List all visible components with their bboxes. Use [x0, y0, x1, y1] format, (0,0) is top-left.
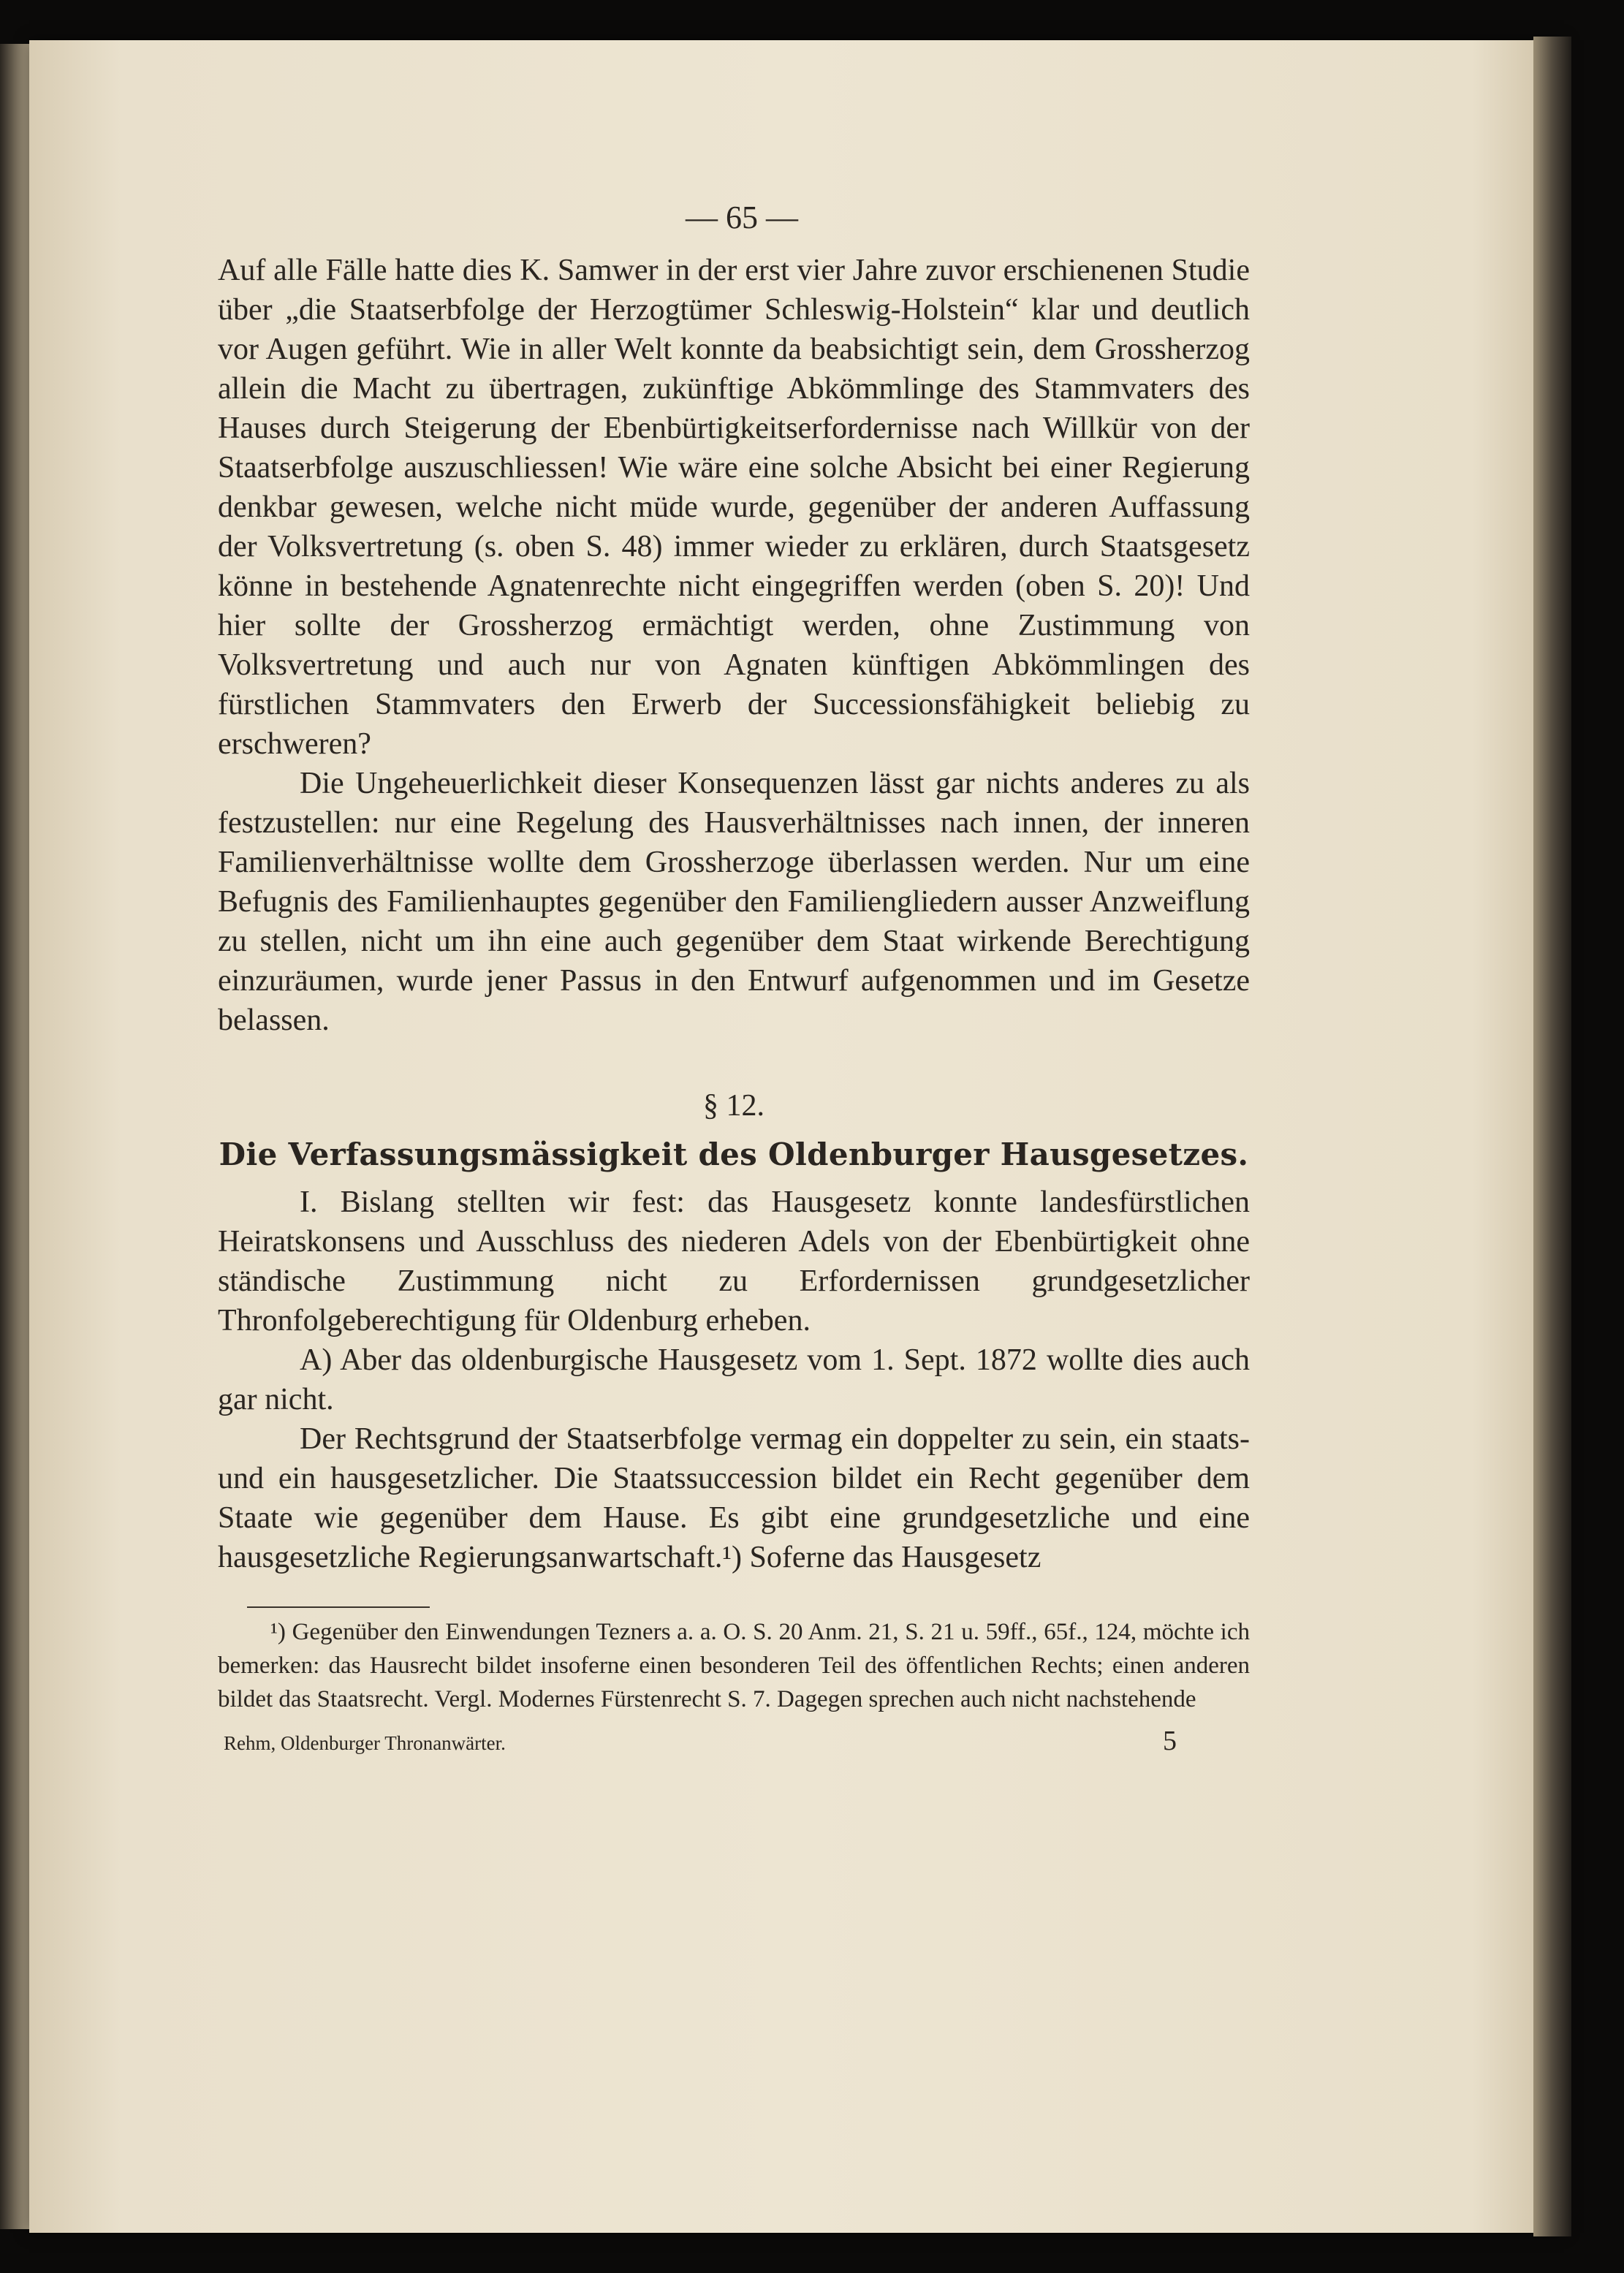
paragraph-4: A) Aber das oldenburgische Hausgesetz vom 1. Sept. 1872 wollte dies auch gar nicht.	[218, 1343, 1250, 1416]
footnote-1: ¹) Gegenüber den Einwendungen Tezners a. a. O. S. 20 Anm. 21, S. 21 u. 59ff., 65f., 124, möchte ich bemerken: das Hausrecht bildet insoferne einen besonderen Teil des öffentlichen Rechts; einen anderen bildet das Staatsrecht. Vergl. Modernes Fürstenrecht S. 7. Dagegen sprechen auch nicht nachstehende	[218, 1619, 1250, 1712]
section-title: Die Verfassungsmässigkeit des Oldenburger Hausgesetzes.	[219, 1136, 1249, 1172]
section-number: § 12.	[703, 1089, 764, 1123]
paragraph-2: Die Ungeheuerlichkeit dieser Konsequenzen lässt gar nichts anderes zu als festzustellen: nur eine Regelung des Hausverhältnisses nach innen, der inneren Familienverhältnisse wollte dem Grossherzoge überlassen werden. Nur um eine Befugnis des Familienhauptes gegenüber den Familiengliedern ausser Anzweiflung zu stellen, nicht um ihn eine auch gegenüber dem Staat wirkende Berechtigung einzuräumen, wurde jener Passus in den Entwurf aufgenommen und im Gesetze belassen.	[218, 767, 1250, 1037]
signature-number: 5	[1163, 1726, 1177, 1756]
paragraph-3: I. Bislang stellten wir fest: das Hausgesetz konnte landesfürstlichen Heiratskonsens und Ausschluss des niederen Adels von der Ebenbürtigkeit ohne ständische Zustimmung nicht zu Erfordernissen grundgesetzlicher Thronfolgeberechtigung für Oldenburg erheben.	[218, 1185, 1250, 1337]
page-content	[218, 199, 1250, 1757]
printer-signature	[218, 1725, 1250, 1757]
page-number: — 65 —	[686, 200, 798, 235]
paragraph-5: Der Rechtsgrund der Staatserbfolge vermag ein doppelter zu sein, ein staats- und ein hausgesetzlicher. Die Staatssuccession bildet ein Recht gegenüber dem Staate wie gegenüber dem Hause. Es gibt eine grundgesetzliche und eine hausgesetzliche Regierungsanwartschaft.¹) Soferne das Hausgesetz	[218, 1422, 1250, 1574]
paragraph-1: Auf alle Fälle hatte dies K. Samwer in der erst vier Jahre zuvor erschienenen Studie über „die Staatserbfolge der Herzogtümer Schleswig-Holstein“ klar und deutlich vor Augen geführt. Wie in aller Welt konnte da beabsichtigt sein, dem Grossherzog allein die Macht zu übertragen, zukünftige Abkömmlinge des Stammvaters des Hauses durch Steigerung der Ebenbürtigkeitserfordernisse nach Willkür von der Staatserbfolge auszuschliessen! Wie wäre eine solche Absicht bei einer Regierung denkbar gewesen, welche nicht müde wurde, gegenüber der anderen Auffassung der Volksvertretung (s. oben S. 48) immer wieder zu erklären, durch Staatsgesetz könne in bestehende Agnatenrechte nicht eingegriffen werden (oben S. 20)! Und hier sollte der Grossherzog ermächtigt werden, ohne Zustimmung von Volksvertretung und auch nur von Agnaten künftigen Abkömmlingen des fürstlichen Stammvaters den Erwerb der Successionsfähigkeit beliebig zu erschweren?	[218, 254, 1250, 761]
footnote-divider	[247, 1606, 430, 1608]
signature-text: Rehm, Oldenburger Thronanwärter.	[224, 1732, 506, 1754]
page-edge	[1533, 37, 1571, 2236]
